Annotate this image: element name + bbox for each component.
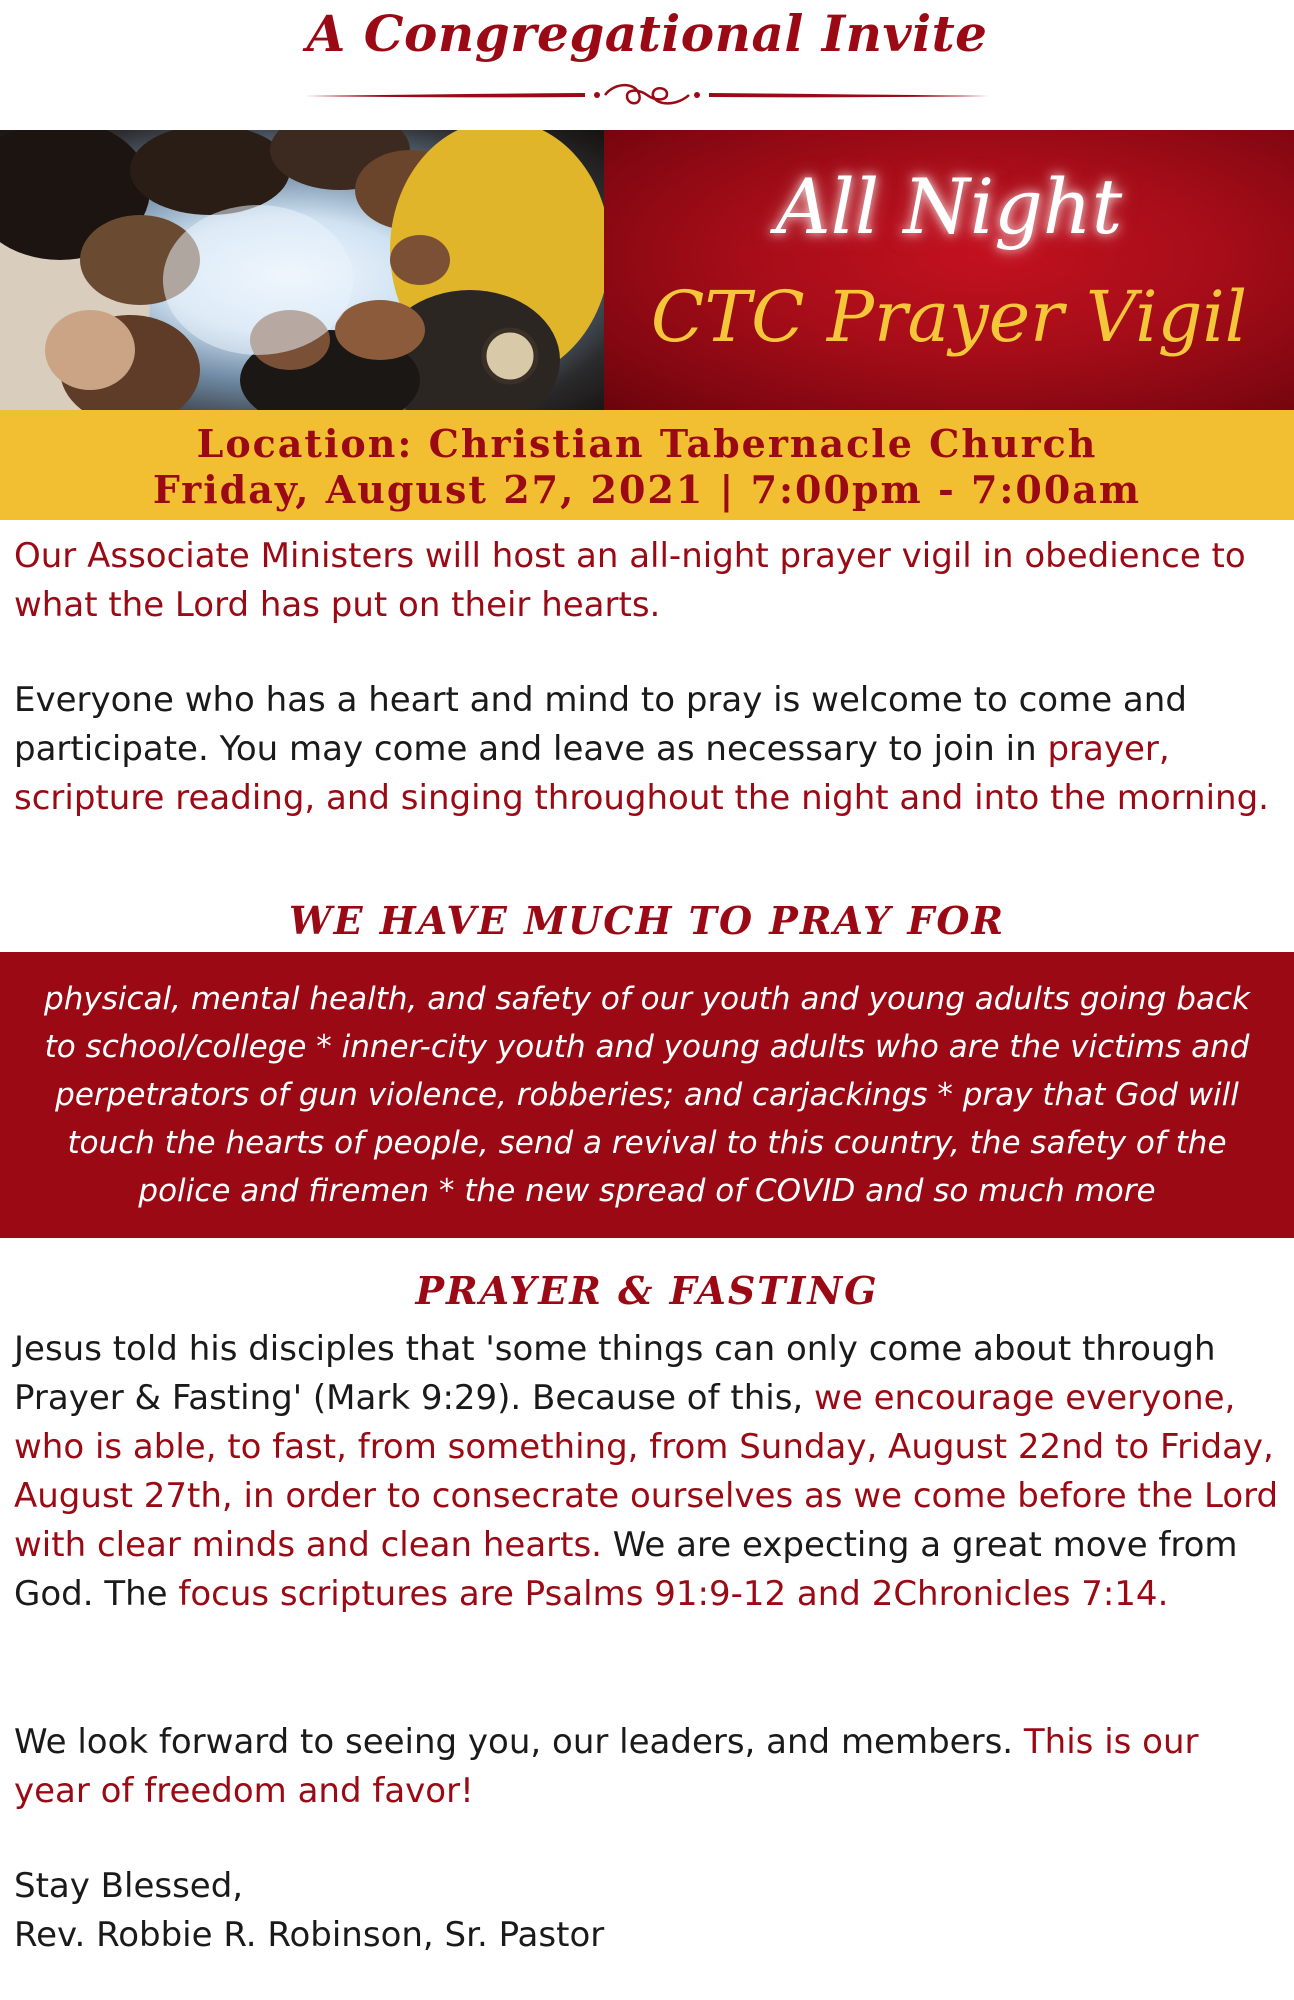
vigil-title-panel bbox=[604, 130, 1294, 410]
closing-highlight: This is our year of freedom and favor! bbox=[14, 1722, 1199, 1811]
pray-for-heading: WE HAVE MUCH TO PRAY FOR bbox=[288, 898, 1006, 943]
closing-paragraph bbox=[14, 1718, 1284, 1816]
event-date-time: Friday, August 27, 2021 | 7:00pm - 7:00am bbox=[152, 467, 1142, 512]
event-info-bar bbox=[0, 410, 1294, 520]
praying-hands-photo bbox=[0, 130, 604, 410]
signature-salutation: Stay Blessed, bbox=[14, 1866, 244, 1906]
pray-for-box bbox=[0, 952, 1294, 1238]
banner-all-night-text: All Night bbox=[775, 162, 1123, 251]
intro-paragraph: Our Associate Ministers will host an all-night prayer vigil in obedience to what the Lord has put on their hearts. bbox=[14, 536, 1246, 625]
praying-hands-photo-icon bbox=[0, 130, 604, 410]
fasting-text-1: Jesus told his disciples that 'some things can only come about through Prayer & Fasting' (Mark 9:29). Because of this, bbox=[14, 1329, 1216, 1418]
welcome-highlight: prayer, scripture reading, and singing throughout the night and into the morning. bbox=[14, 729, 1269, 818]
vigil-banner bbox=[0, 130, 1294, 410]
fasting-encouragement: we encourage everyone, who is able, to fast, from something, from Sunday, August 22nd to Friday, August 27th, in order to consecrate ourselves as we come before the Lord with clear minds and clean hearts. bbox=[14, 1378, 1279, 1565]
closing-text: We look forward to seeing you, our leaders, and members. bbox=[14, 1722, 1024, 1762]
event-location: Location: Christian Tabernacle Church bbox=[196, 421, 1098, 466]
fasting-text-2: We are expecting a great move from God. The bbox=[14, 1525, 1238, 1614]
flourish-divider-icon bbox=[305, 80, 989, 110]
welcome-text: Everyone who has a heart and mind to pray is welcome to come and participate. You may come and leave as necessary to join in bbox=[14, 680, 1187, 769]
signature-name: Rev. Robbie R. Robinson, Sr. Pastor bbox=[14, 1915, 605, 1955]
fasting-paragraph bbox=[14, 1325, 1284, 1619]
invite-title: A Congregational Invite bbox=[306, 4, 988, 63]
welcome-paragraph bbox=[14, 676, 1284, 823]
banner-vigil-title: CTC Prayer Vigil bbox=[650, 276, 1248, 358]
focus-scriptures: focus scriptures are Psalms 91:9-12 and 2Chronicles 7:14. bbox=[178, 1574, 1169, 1614]
fasting-heading: PRAYER & FASTING bbox=[415, 1268, 879, 1313]
pray-for-list: physical, mental health, and safety of our youth and young adults going back to school/college * inner-city youth and young adults who are the victims and perpetrators of gun violence, robberies; and carjackings * pray that God will touch the hearts of people, send a revival to this country, the safety of the police and firemen * the new spread of COVID and so much more bbox=[44, 981, 1250, 1209]
